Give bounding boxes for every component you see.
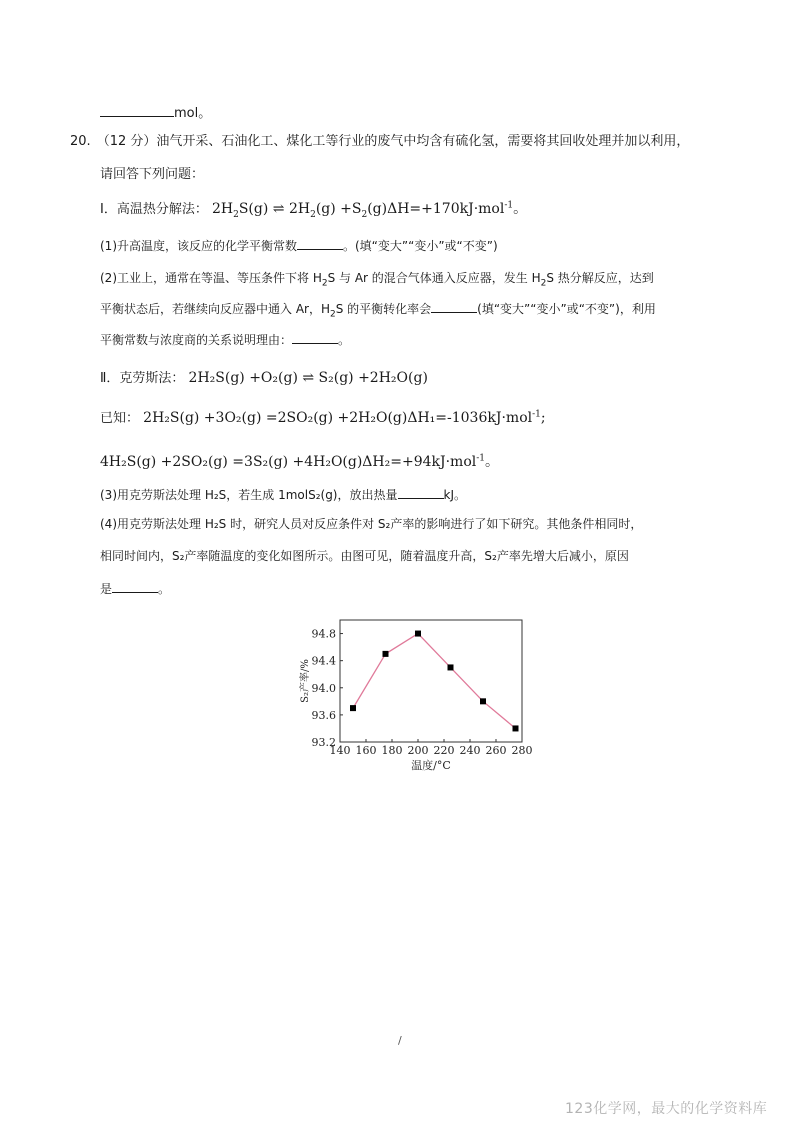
q2-seg: (2)工业上，通常在等温、等压条件下将 H <box>100 271 322 285</box>
q4-seg: 是 <box>100 582 113 596</box>
question-number: 20. <box>70 134 91 149</box>
x-tick-label: 140 <box>329 744 351 757</box>
q1-text: (1)升高温度，该反应的化学平衡常数 <box>100 239 297 253</box>
x-tick-label: 260 <box>485 744 507 757</box>
sub-question-2-line1: (2)工业上，通常在等温、等压条件下将 $H_2S$ 与 Ar 的混合气体通入反应器，发生 $H_2S$ 热分解反应，达到 <box>100 271 654 289</box>
known-equation-1 <box>143 410 545 426</box>
eq-seg: 。 <box>513 201 528 217</box>
answer-blank <box>112 578 158 593</box>
q4-seg: 。 <box>158 582 171 596</box>
eq-seg: (g)ΔH=+170kJ·mol <box>367 201 505 217</box>
x-axis-label: 温度/°C <box>411 759 451 772</box>
x-tick-label: 180 <box>381 744 403 757</box>
x-tick-label: 240 <box>459 744 481 757</box>
answer-blank <box>398 484 444 499</box>
sub-question-2-line2: 平衡状态后，若继续向反应器中通入 Ar，$H_2S$ 的平衡转化率会 (填“变大”“变小”或“不变”)，利用 <box>100 298 656 319</box>
x-tick-label: 220 <box>433 744 455 757</box>
answer-blank <box>292 329 338 344</box>
eq-seg: 。 <box>485 454 500 470</box>
eq-sup: -1 <box>476 453 486 464</box>
answer-blank <box>297 235 343 250</box>
series-line <box>353 634 516 729</box>
part1-equation: $2H_2S(g)$ ⇌ $2H_2(g) +S_2(g)\Delta H=+170kJ\cdot mol^{-1}$。 <box>211 200 528 220</box>
q3-text: (3)用克劳斯法处理 H₂S，若生成 1molS₂(g)，放出热量 <box>100 488 398 502</box>
eq-sup: -1 <box>504 200 514 211</box>
x-tick-label: 160 <box>355 744 377 757</box>
y-tick-label: 94.4 <box>311 654 336 668</box>
q2-seg: S 热分解反应，达到 <box>546 271 654 285</box>
previous-answer-line <box>100 102 211 124</box>
known-eq1-row <box>100 408 546 429</box>
page-mark: / <box>398 1034 402 1047</box>
data-point <box>350 705 356 711</box>
known-equation-2 <box>100 452 499 472</box>
q2-seg: 平衡状态后，若继续向反应器中通入 Ar，H <box>100 302 330 316</box>
sub-question-1 <box>100 235 498 256</box>
x-tick-label: 280 <box>511 744 533 757</box>
y-tick-label: 93.6 <box>311 708 336 722</box>
prev-tail-text: mol。 <box>174 106 212 121</box>
sub-question-4-line1: (4)用克劳斯法处理 H₂S 时，研究人员对反应条件对 S₂产率的影响进行了如下研究。其他条件相同时， <box>100 517 643 531</box>
q2-seg: S 的平衡转化率会 <box>335 302 432 316</box>
known-label: 已知： <box>100 411 140 426</box>
answer-blank <box>100 102 174 117</box>
x-tick-label: 200 <box>407 744 429 757</box>
answer-blank <box>431 298 477 313</box>
part1-row <box>100 199 527 220</box>
plot-frame <box>340 620 522 742</box>
q1-text-end: 。(填“变大”“变小”或“不变”) <box>343 239 498 253</box>
q3-text-end: kJ。 <box>443 488 466 502</box>
y-axis-label: S₂产率/% <box>300 659 311 703</box>
y-tick-label: 93.2 <box>311 736 336 749</box>
part1-label: Ⅰ．高温热分解法： <box>100 202 208 217</box>
eq-seg: 2H₂S(g) +3O₂(g) =2SO₂(g) +2H₂O(g)ΔH₁=-1036kJ·mol <box>143 410 533 426</box>
sub-question-2-line3 <box>100 329 350 350</box>
eq-seg: 2H <box>211 201 234 217</box>
q2-seg: 平衡常数与浓度商的关系说明理由： <box>100 333 293 347</box>
question-stem-cont: 请回答下列问题： <box>100 167 205 182</box>
sub-question-3 <box>100 484 466 505</box>
question-stem: 油气开采、石油化工、煤化工等行业的废气中均含有硫化氢，需要将其回收处理并加以利用， <box>156 134 690 149</box>
data-point <box>415 631 421 637</box>
eq-sup: -1 <box>532 409 541 420</box>
watermark: 123化学网，最大的化学资料库 <box>565 1101 768 1117</box>
eq-seg: ; <box>540 410 546 426</box>
q2-seg: 。 <box>338 333 351 347</box>
part2-row <box>100 368 428 389</box>
y-tick-label: 94.8 <box>311 627 336 641</box>
data-point <box>480 698 486 704</box>
eq-seg: S(g) ⇌ 2H <box>238 201 311 217</box>
question-score: （12 分） <box>96 134 157 149</box>
part2-equation: 2H₂S(g) +O₂(g) ⇌ S₂(g) +2H₂O(g) <box>188 370 428 386</box>
question-20-header <box>70 132 689 152</box>
data-point <box>383 651 389 657</box>
sub-question-4-line2: 相同时间内，S₂产率随温度的变化如图所示。由图可见，随着温度升高，S₂产率先增大后减小，原因 <box>100 549 629 563</box>
part2-label: Ⅱ．克劳斯法： <box>100 371 185 386</box>
y-tick-label: 94.0 <box>311 681 336 695</box>
data-point <box>513 725 519 731</box>
q2-seg: (填“变大”“变小”或“不变”)，利用 <box>477 302 656 316</box>
q2-seg: S 与 Ar 的混合气体通入反应器，发生 H <box>327 271 541 285</box>
eq-seg: 4H₂S(g) +2SO₂(g) =3S₂(g) +4H₂O(g)ΔH₂=+94kJ·mol <box>100 454 477 470</box>
yield-vs-temperature-chart <box>296 612 536 782</box>
sub-question-4-line3 <box>100 578 170 599</box>
data-point <box>448 664 454 670</box>
eq-seg: (g) +S <box>315 201 362 217</box>
